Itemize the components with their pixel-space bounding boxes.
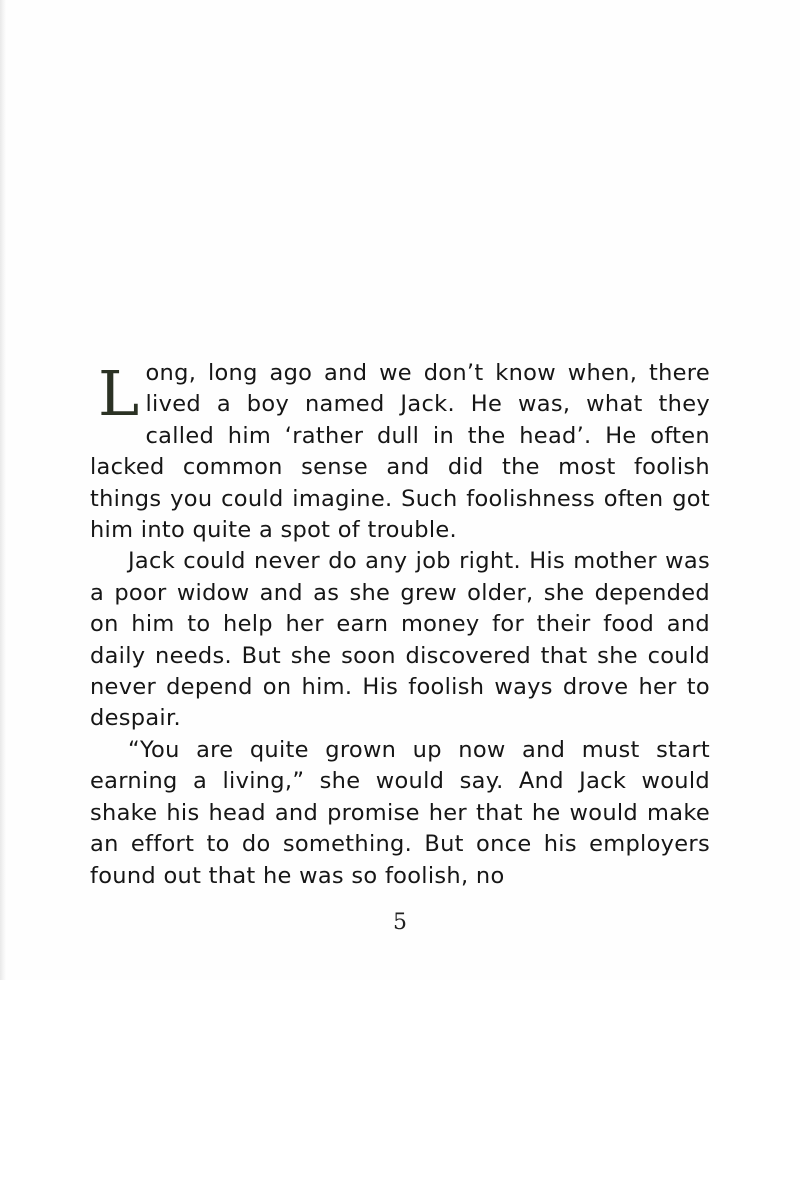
- paragraph-1: [90, 358, 710, 546]
- page-gutter-shadow: [0, 0, 6, 980]
- blank-margin: [0, 980, 800, 1200]
- story-text: [90, 358, 710, 892]
- paragraph-1-text: ong, long ago and we don’t know when, there lived a boy named Jack. He was, what they called him ‘rather dull in the head’. He often lacked common sense and did the most foolish things you could imagine. Such foolishness often got him into quite a spot of trouble.: [90, 360, 710, 544]
- paragraph-3: “You are quite grown up now and must start earning a living,” she would say. And Jack would shake his head and promise her that he would make an effort to do something. But once his employers found out that he was so foolish, no: [90, 736, 710, 889]
- page-number: 5: [393, 910, 407, 935]
- paragraph-2: Jack could never do any job right. His mother was a poor widow and as she grew older, she depended on him to help her earn money for their food and daily needs. But she soon discovered that she could never depend on him. His foolish ways drove her to despair.: [90, 548, 710, 732]
- drop-cap-letter: L: [98, 357, 140, 430]
